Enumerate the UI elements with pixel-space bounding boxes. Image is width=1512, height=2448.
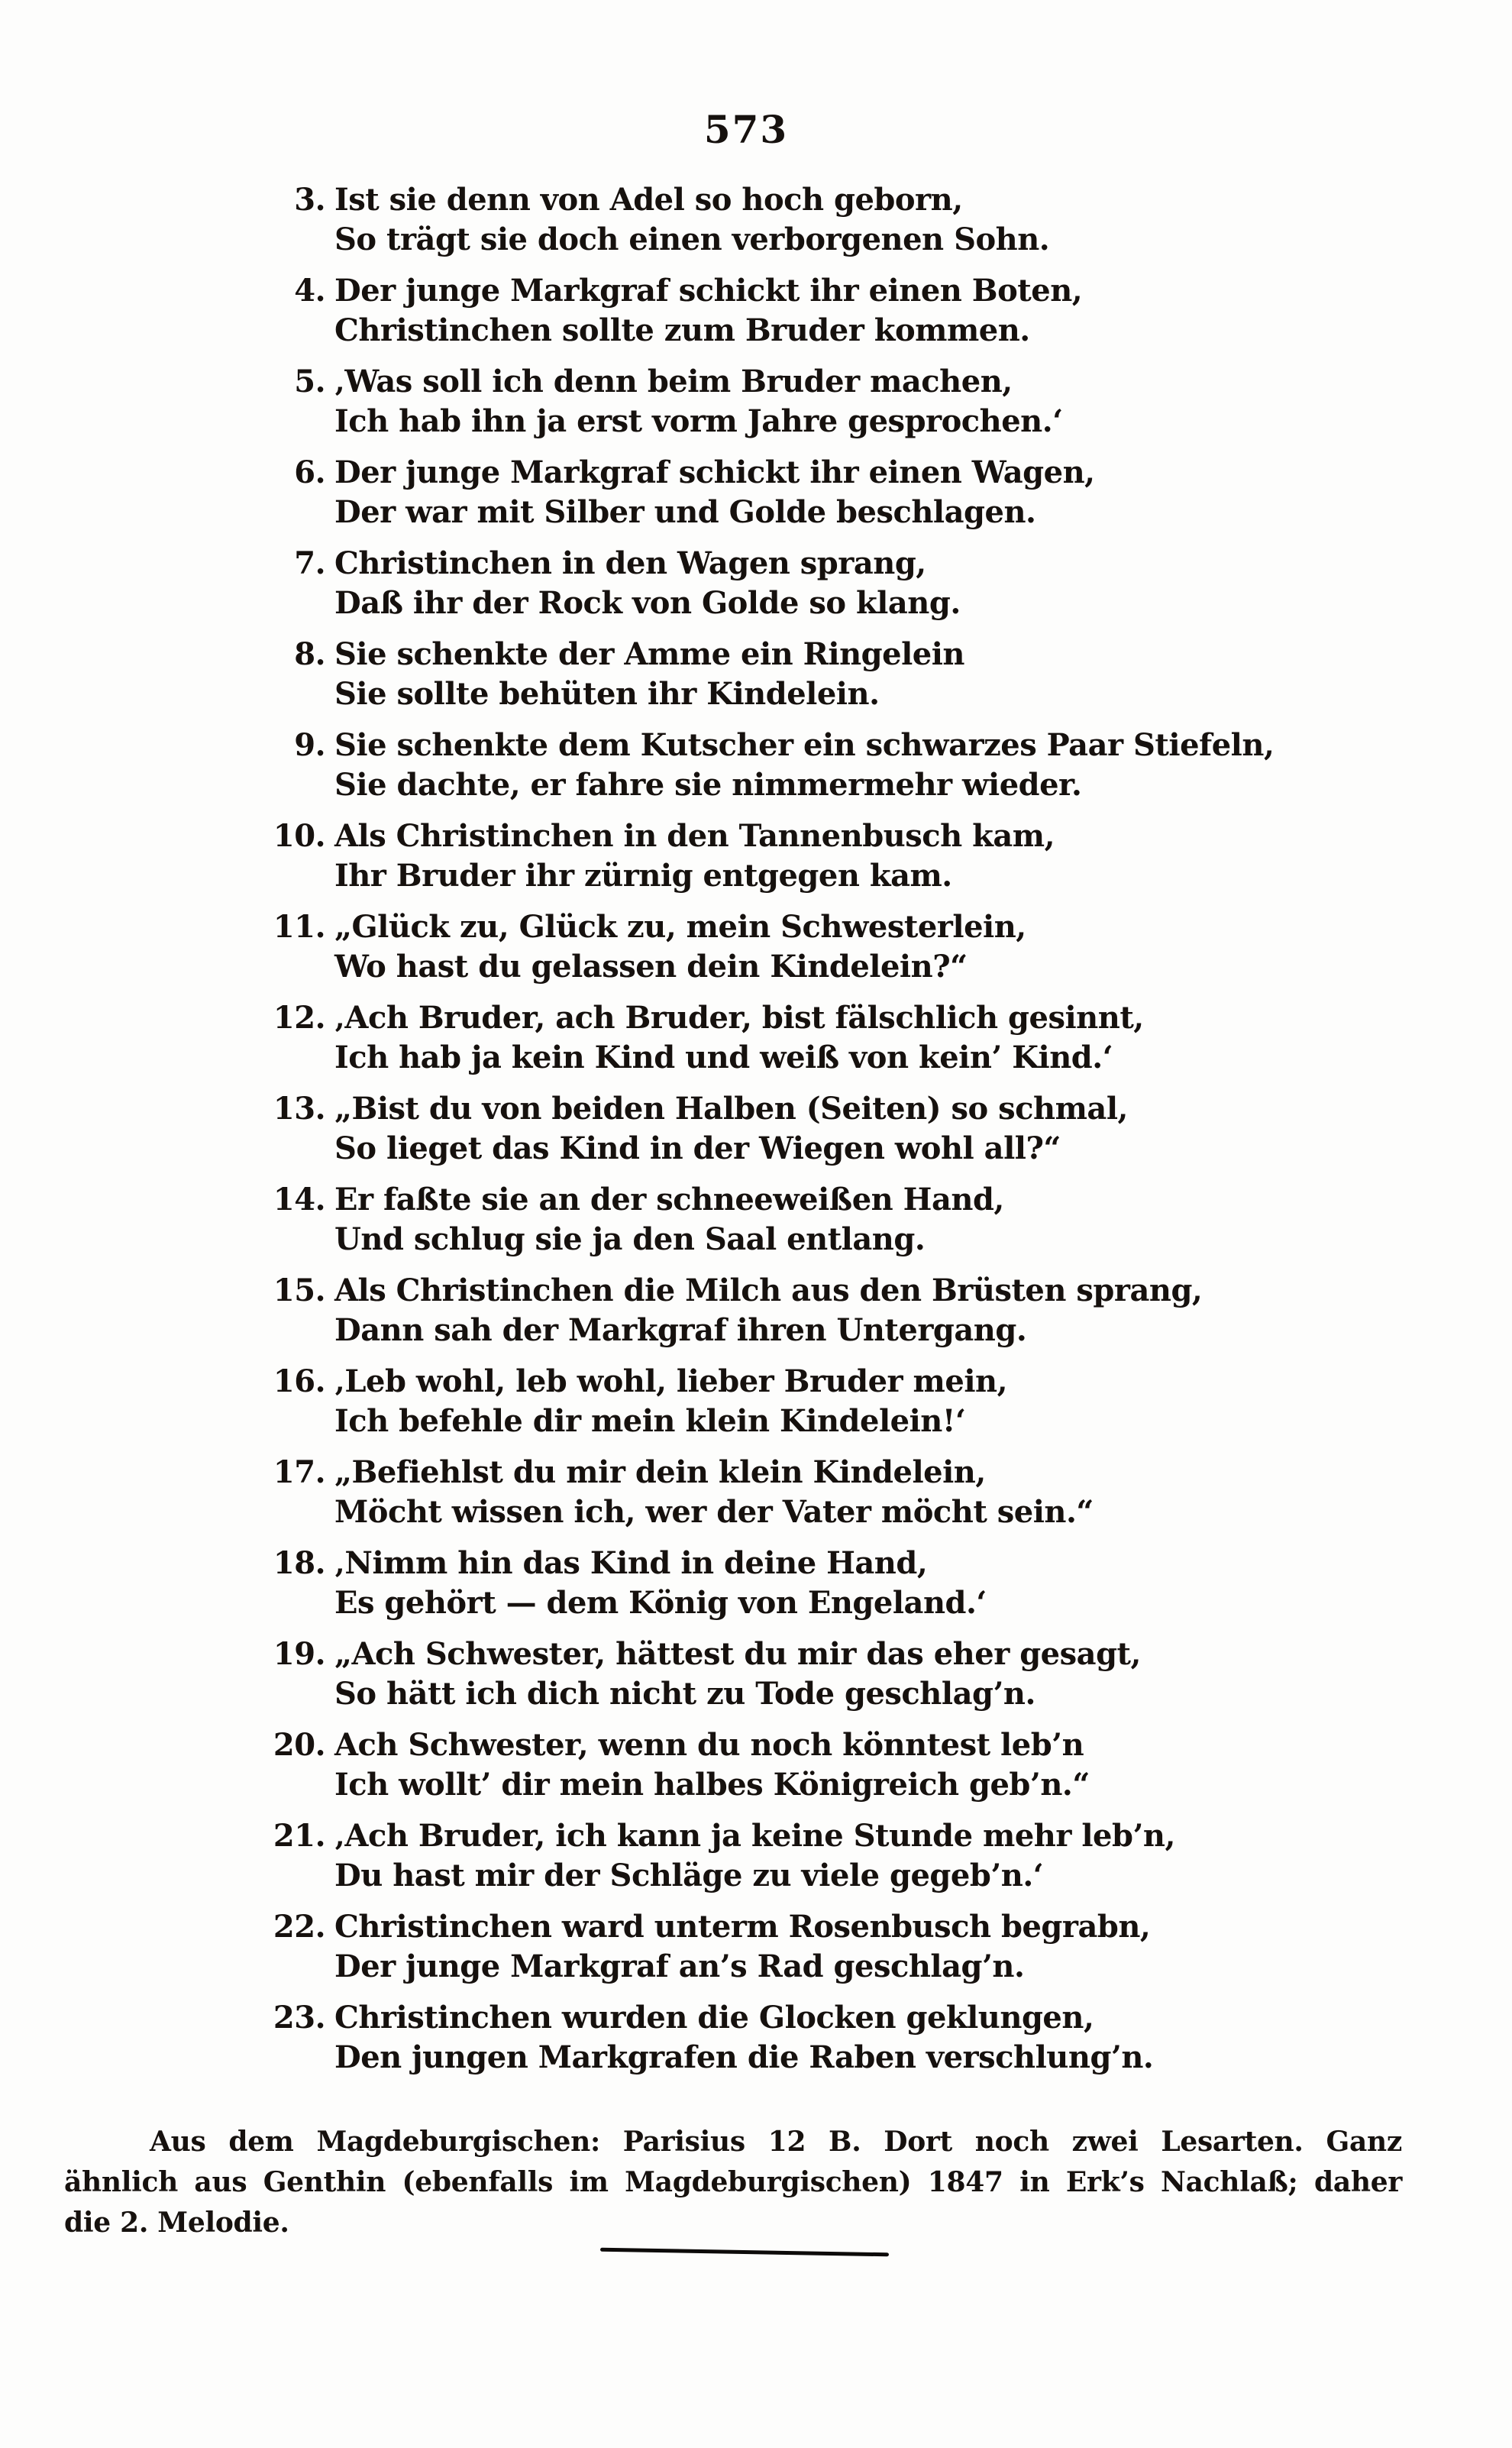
verse-number: 10. [273, 818, 325, 854]
verse-number: 12. [273, 1000, 325, 1036]
verse-row [260, 1453, 1329, 1532]
verse-line-2: Möcht wissen ich, wer der Vater möcht sein.“ [334, 1494, 1094, 1530]
verse-text [334, 1180, 1329, 1260]
verse-line-1: Der junge Markgraf schickt ihr einen Boten, [334, 273, 1083, 309]
verse-line-1: Christinchen ward unterm Rosenbusch begrabn, [334, 1909, 1151, 1945]
verse-line-2: So trägt sie doch einen verborgenen Sohn. [334, 222, 1050, 257]
verse-line-1: Christinchen in den Wagen sprang, [334, 545, 926, 581]
verse-text [334, 1816, 1329, 1896]
verse-line-1: „Befiehlst du mir dein klein Kindelein, [334, 1454, 986, 1490]
verse-line-1: Sie schenkte dem Kutscher ein schwarzes Paar Stiefeln, [334, 727, 1275, 763]
verse-line-1: Ist sie denn von Adel so hoch geborn, [334, 182, 963, 218]
verse-text [334, 1453, 1329, 1532]
verse-row [260, 1816, 1329, 1896]
footnote [64, 2122, 1402, 2243]
verse-line-1: Als Christinchen in den Tannenbusch kam, [334, 818, 1055, 854]
verse-text [334, 1907, 1329, 1987]
verse-line-2: Ich hab ja kein Kind und weiß von kein’ Kind.‘ [334, 1040, 1113, 1075]
verse-number: 6. [294, 454, 325, 490]
verse-line-2: So hätt ich dich nicht zu Tode geschlag’n. [334, 1676, 1035, 1712]
verse-number: 15. [273, 1273, 325, 1308]
verse-row [260, 817, 1329, 896]
verse-row [260, 1544, 1329, 1623]
verse-text [334, 271, 1329, 351]
footnote-line-1: Aus dem Magdeburgischen: Parisius 12 B. Dort noch zwei Lesarten. Ganz [150, 2126, 1402, 2158]
verse-number: 13. [273, 1091, 325, 1127]
verse-row [260, 1907, 1329, 1987]
verse-number: 16. [273, 1363, 325, 1399]
verse-line-1: ‚Ach Bruder, ach Bruder, bist fälschlich gesinnt, [334, 1000, 1144, 1036]
verse-row [260, 998, 1329, 1078]
verse-line-2: Der junge Markgraf an’s Rad geschlag’n. [334, 1948, 1025, 1984]
footnote-line-2: ähnlich aus Genthin (ebenfalls im Magdeburgischen) 1847 in Erk’s Nachlaß; daher [64, 2166, 1402, 2198]
verse-line-2: Ich wollt’ dir mein halbes Königreich geb’n.“ [334, 1767, 1090, 1803]
footnote-line-3: die 2. Melodie. [64, 2207, 289, 2239]
verse-text [334, 544, 1329, 623]
verse-line-1: ‚Leb wohl, leb wohl, lieber Bruder mein, [334, 1363, 1008, 1399]
verse-line-1: Sie schenkte der Amme ein Ringelein [334, 636, 964, 672]
verse-row [260, 907, 1329, 987]
verse-row [260, 1089, 1329, 1169]
verse-row [260, 1362, 1329, 1441]
verse-line-2: So lieget das Kind in der Wiegen wohl all?“ [334, 1130, 1061, 1166]
verse-line-2: Und schlug sie ja den Saal entlang. [334, 1221, 926, 1257]
verse-text [334, 362, 1329, 441]
verse-row [260, 544, 1329, 623]
verse-row [260, 1635, 1329, 1714]
verse-line-2: Ihr Bruder ihr zürnig entgegen kam. [334, 858, 952, 894]
verse-text [334, 817, 1329, 896]
verse-line-1: Er faßte sie an der schneeweißen Hand, [334, 1182, 1004, 1218]
verse-line-1: ‚Nimm hin das Kind in deine Hand, [334, 1545, 928, 1581]
verse-number: 11. [273, 909, 325, 945]
verse-text [334, 1362, 1329, 1441]
verse-text [334, 1089, 1329, 1169]
verse-number: 22. [273, 1909, 325, 1945]
verse-line-1: ‚Was soll ich denn beim Bruder machen, [334, 364, 1013, 399]
verse-line-1: „Glück zu, Glück zu, mein Schwesterlein, [334, 909, 1026, 945]
verse-line-2: Daß ihr der Rock von Golde so klang. [334, 585, 961, 621]
verse-number: 9. [294, 727, 325, 763]
verse-number: 3. [294, 182, 325, 218]
verse-row [260, 635, 1329, 714]
verse-text [334, 453, 1329, 532]
verse-line-2: Dann sah der Markgraf ihren Untergang. [334, 1312, 1027, 1348]
verse-text [334, 1271, 1329, 1350]
verse-text [334, 726, 1329, 805]
page-number: 573 [703, 107, 789, 152]
verse-line-2: Der war mit Silber und Golde beschlagen. [334, 494, 1036, 530]
verse-line-1: Ach Schwester, wenn du noch könntest leb’n [334, 1727, 1084, 1763]
verse-text [334, 635, 1329, 714]
verse-row [260, 1180, 1329, 1260]
verse-line-1: „Bist du von beiden Halben (Seiten) so schmal, [334, 1091, 1128, 1127]
verse-number: 20. [273, 1727, 325, 1763]
verse-text [334, 1998, 1329, 2078]
verse-row [260, 362, 1329, 441]
verse-text [334, 1544, 1329, 1623]
verse-line-1: ‚Ach Bruder, ich kann ja keine Stunde mehr leb’n, [334, 1818, 1175, 1854]
verse-row [260, 1998, 1329, 2078]
verse-line-2: Christinchen sollte zum Bruder kommen. [334, 312, 1030, 348]
verse-line-2: Sie dachte, er fahre sie nimmermehr wieder. [334, 767, 1082, 803]
verse-text [334, 998, 1329, 1078]
verse-line-2: Es gehört — dem König von Engeland.‘ [334, 1585, 987, 1621]
verse-text [334, 1725, 1329, 1805]
verse-text [334, 907, 1329, 987]
verse-line-1: „Ach Schwester, hättest du mir das eher gesagt, [334, 1636, 1141, 1672]
verse-number: 17. [273, 1454, 325, 1490]
verse-number: 14. [273, 1182, 325, 1218]
verse-number: 19. [273, 1636, 325, 1672]
section-end-rule [600, 2248, 889, 2257]
verse-number: 23. [273, 2000, 325, 2036]
verse-line-1: Christinchen wurden die Glocken geklungen, [334, 2000, 1094, 2036]
verse-line-1: Als Christinchen die Milch aus den Brüsten sprang, [334, 1273, 1203, 1308]
verse-row [260, 271, 1329, 351]
verse-row [260, 726, 1329, 805]
verse-line-2: Du hast mir der Schläge zu viele gegeb’n.‘ [334, 1858, 1044, 1893]
verse-number: 8. [294, 636, 325, 672]
verse-row [260, 180, 1329, 260]
verse-number: 5. [294, 364, 325, 399]
verse-row [260, 1271, 1329, 1350]
verse-line-2: Ich hab ihn ja erst vorm Jahre gesprochen.‘ [334, 403, 1063, 439]
verse-number: 18. [273, 1545, 325, 1581]
verse-text [334, 1635, 1329, 1714]
verse-number: 7. [294, 545, 325, 581]
verse-number: 4. [294, 273, 325, 309]
verse-line-2: Ich befehle dir mein klein Kindelein!‘ [334, 1403, 966, 1439]
verse-line-2: Den jungen Markgrafen die Raben verschlung’n. [334, 2039, 1154, 2075]
verse-list [260, 180, 1329, 2089]
verse-row [260, 1725, 1329, 1805]
verse-text [334, 180, 1329, 260]
verse-line-1: Der junge Markgraf schickt ihr einen Wagen, [334, 454, 1095, 490]
verse-line-2: Sie sollte behüten ihr Kindelein. [334, 676, 880, 712]
verse-number: 21. [273, 1818, 325, 1854]
verse-row [260, 453, 1329, 532]
verse-line-2: Wo hast du gelassen dein Kindelein?“ [334, 949, 968, 985]
